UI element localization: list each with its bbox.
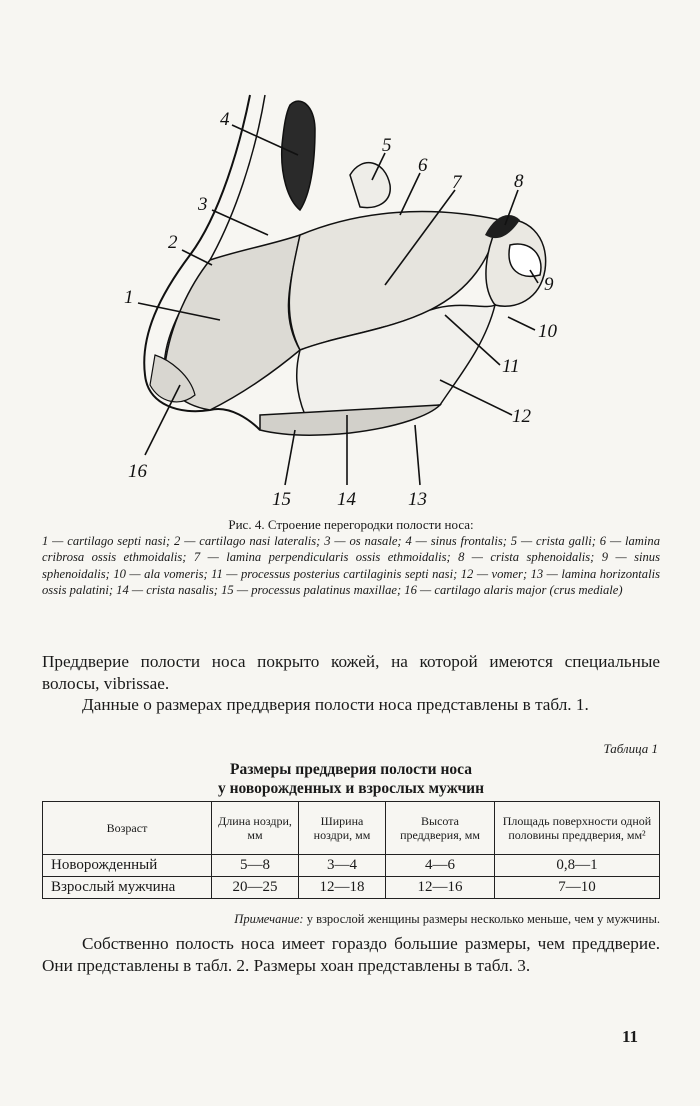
header-height: Высота преддверия, мм — [386, 802, 495, 855]
fig-label-2: 2 — [168, 232, 178, 253]
fig-label-13: 13 — [408, 489, 427, 510]
cell-width: 12—18 — [299, 877, 386, 899]
fig-label-1: 1 — [124, 287, 134, 308]
header-length: Длина ноздри, мм — [212, 802, 299, 855]
cell-area: 0,8—1 — [495, 855, 660, 877]
paragraph-cavity: Собственно полость носа имеет гораздо большие размеры, чем преддверие. Они представлены в табл. 2. Размеры хоан представлены в табл. 3. — [42, 934, 660, 975]
fig-label-12: 12 — [512, 406, 531, 427]
table-title-line1: Размеры преддверия полости носа — [230, 761, 472, 778]
fig-label-7: 7 — [452, 172, 462, 193]
caption-legend: 1 — cartilago septi nasi; 2 — cartilago nasi lateralis; 3 — os nasale; 4 — sinus frontalis; 5 — crista galli; 6 — lamina cribrosa ossis ethmoidalis; 7 — lamina perpendicularis ossis ethmoidalis; 8 — crista sphenoidalis; 9 — sinus sphenoidalis; 10 — ala vomeris; 11 — processus posterius cartilaginis septi nasi; 12 — vomer; 13 — lamina horizontalis ossis palatini; 14 — crista nasalis; 15 — processus palatinus maxillae; 16 — cartilago alaris major (crus mediale) — [42, 534, 660, 597]
fig-label-14: 14 — [337, 489, 356, 510]
crista-galli — [350, 163, 390, 208]
paragraph-table-ref: Данные о размерах преддверия полости носа представлены в табл. 1. — [82, 695, 589, 714]
table-row — [43, 855, 660, 877]
frontal-sinus — [282, 101, 315, 210]
table-row — [43, 877, 660, 899]
cell-area: 7—10 — [495, 877, 660, 899]
fig-label-9: 9 — [544, 274, 554, 295]
note-label: Примечание: — [234, 912, 304, 926]
fig-label-15: 15 — [272, 489, 291, 510]
palatine-floor — [260, 405, 440, 435]
fig-label-4: 4 — [220, 109, 230, 130]
table-header-row — [43, 802, 660, 855]
note-text: у взрослой женщины размеры несколько меньше, чем у мужчины. — [303, 912, 660, 926]
cell-width: 3—4 — [299, 855, 386, 877]
table-label: Таблица 1 — [603, 741, 658, 756]
cell-length: 5—8 — [212, 855, 299, 877]
fig-label-8: 8 — [514, 171, 524, 192]
page-number: 11 — [621, 1027, 638, 1046]
fig-label-11: 11 — [502, 356, 520, 377]
cell-height: 4—6 — [386, 855, 495, 877]
fig-label-10: 10 — [538, 321, 557, 342]
caption-title: Рис. 4. Строение перегородки полости носа: — [228, 517, 474, 532]
header-age: Возраст — [43, 802, 212, 855]
fig-label-5: 5 — [382, 135, 392, 156]
header-width: Ширина ноздри, мм — [299, 802, 386, 855]
fig-label-3: 3 — [198, 194, 208, 215]
vestibule-size-table — [42, 801, 660, 899]
cell-age: Взрослый мужчина — [43, 877, 212, 899]
table-note — [42, 912, 660, 927]
cell-age: Новорожденный — [43, 855, 212, 877]
table-title — [42, 760, 660, 798]
cell-length: 20—25 — [212, 877, 299, 899]
cell-height: 12—16 — [386, 877, 495, 899]
nasal-septum-drawing — [100, 85, 600, 515]
fig-label-6: 6 — [418, 155, 428, 176]
figure-caption — [42, 517, 660, 598]
table-title-line2: у новорожденных и взрослых мужчин — [217, 780, 485, 797]
nasal-septum-figure — [100, 85, 600, 515]
header-area: Площадь поверхности одной половины преддверия, мм² — [495, 802, 660, 855]
fig-label-16: 16 — [128, 461, 147, 482]
paragraph-vestibule: Преддверие полости носа покрыто кожей, на которой имеются специальные волосы, vibrissae. — [42, 652, 660, 693]
